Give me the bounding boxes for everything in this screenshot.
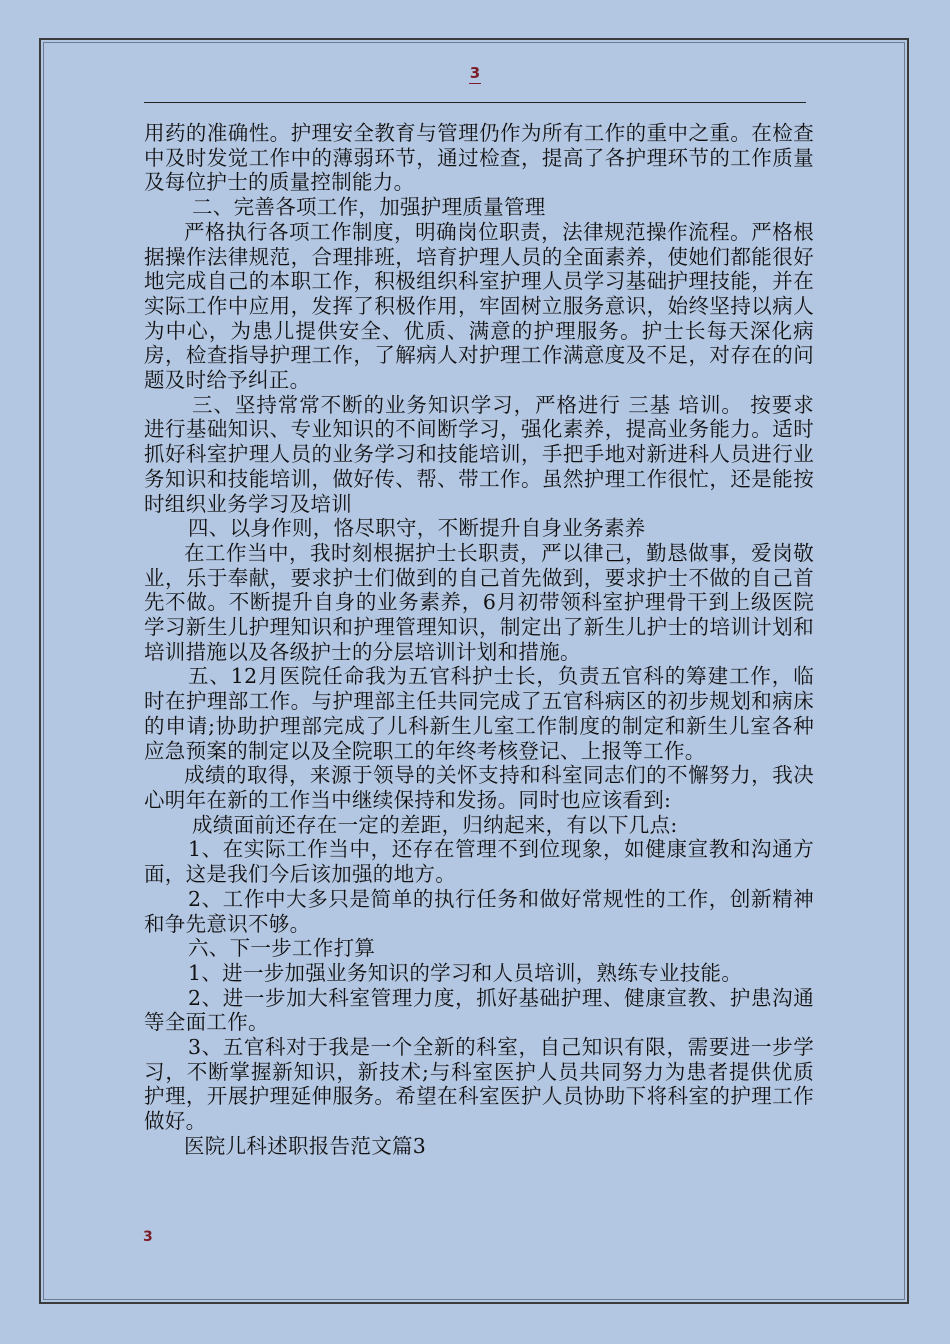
section-heading-6: 六、下一步工作打算 <box>188 936 376 961</box>
header-divider <box>144 102 806 103</box>
paragraph: 成绩面前还存在一定的差距，归纳起来，有以下几点: <box>192 812 678 837</box>
section-heading-5: 五、12月医院任命我为五官科护士长，负责五官科的筹建工作，临时在护理部工作。与护理部主任共同完成了五官科病区的初步规划和病床的申请;协助护理部完成了儿科新生儿室工作制度的制定和新生儿室各种应急预案的制定以及全院职工的年终考核登记、上报等工作。 <box>144 664 814 763</box>
paragraph: 成绩的取得，来源于领导的关怀支持和科室同志们的不懈努力，我决心明年在新的工作当中继续保持和发扬。同时也应该看到: <box>144 763 814 812</box>
list-item: 2、工作中大多只是简单的执行任务和做好常规性的工作，创新精神和争先意识不够。 <box>144 886 814 936</box>
section-heading-3: 三、坚持常常不断的业务知识学习，严格进行 三基 培训。 按要求进行基础知识、专业知识的不间断学习，强化素养，提高业务能力。适时抓好科室护理人员的业务学习和技能培训，手把手地对新进科人员进行业务知识和技能培训，做好传、帮、带工作。虽然护理工作很忙，还是能按时组织业务学习及培训 <box>144 392 814 516</box>
paragraph: 用药的准确性。护理安全教育与管理仍作为所有工作的重中之重。在检查中及时发觉工作中的薄弱环节，通过检查，提高了各护理环节的工作质量及每位护士的质量控制能力。 <box>144 121 814 195</box>
header-page-number-text: 3 <box>469 64 481 82</box>
section-heading-2: 二、完善各项工作，加强护理质量管理 <box>192 195 546 220</box>
next-article-title: 医院儿科述职报告范文篇3 <box>184 1133 427 1158</box>
document-body <box>144 121 814 1159</box>
footer-page-number: 3 <box>143 1229 153 1245</box>
header-page-number <box>0 64 950 82</box>
list-item: 1、在实际工作当中，还存在管理不到位现象，如健康宣教和沟通方面，这是我们今后该加强的地方。 <box>144 837 814 887</box>
paragraph: 在工作当中，我时刻根据护士长职责，严以律己，勤恳做事，爱岗敬业，乐于奉献，要求护士们做到的自己首先做到，要求护士不做的自己首先不做。不断提升自身的业务素养，6月初带领科室护理骨干到上级医院学习新生儿护理知识和护理管理知识，制定出了新生儿护士的培训计划和培训措施以及各级护士的分层培训计划和措施。 <box>144 540 814 664</box>
list-item: 3、五官科对于我是一个全新的科室，自己知识有限，需要进一步学习，不断掌握新知识，新技术;与科室医护人员共同努力为患者提供优质护理，开展护理延伸服务。希望在科室医护人员协助下将科室的护理工作做好。 <box>144 1035 814 1134</box>
section-heading-4: 四、以身作则，恪尽职守，不断提升自身业务素养 <box>188 516 646 541</box>
list-item: 1、进一步加强业务知识的学习和人员培训，熟练专业技能。 <box>188 960 743 985</box>
paragraph: 严格执行各项工作制度，明确岗位职责，法律规范操作流程。严格根据操作法律规范，合理排班，培育护理人员的全面素养，使她们都能很好地完成自己的本职工作，积极组织科室护理人员学习基础护理技能，并在实际工作中应用，发挥了积极作用，牢固树立服务意识，始终坚持以病人为中心，为患儿提供安全、优质、满意的护理服务。护士长每天深化病房，检查指导护理工作，了解病人对护理工作满意度及不足，对存在的问题及时给予纠正。 <box>144 219 814 393</box>
list-item: 2、进一步加大科室管理力度，抓好基础护理、健康宣教、护患沟通等全面工作。 <box>144 985 814 1035</box>
